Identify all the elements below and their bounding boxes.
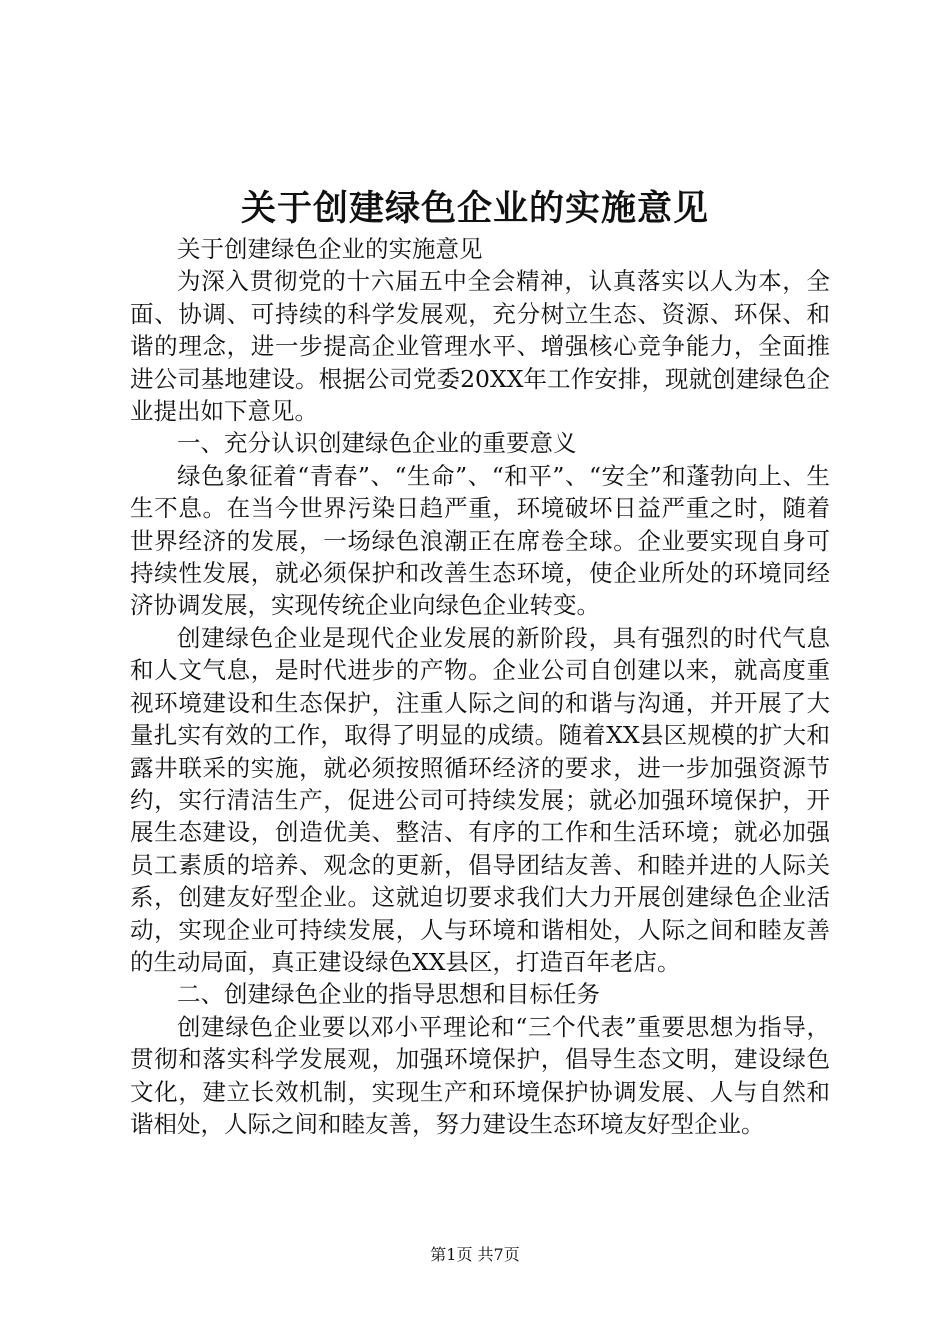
paragraph-green-meaning: 绿色象征着“青春”、“生命”、“和平”、“安全”和蓬勃向上、生生不息。在当今世界污染日趋严重，环境破坏日益严重之时，随着世界经济的发展，一场绿色浪潮正在席卷全球。企业要实现自身可持续性发展，就必须保护和改善生态环境，使企业所处的环境同经济协调发展，实现传统企业向绿色企业转变。 bbox=[130, 461, 830, 620]
page-number-footer: 第1页 共7页 bbox=[430, 1245, 520, 1264]
paragraph-guiding-ideology: 创建绿色企业要以邓小平理论和“三个代表”重要思想为指导，贯彻和落实科学发展观，加强环境保护，倡导生态文明，建设绿色文化，建立长效机制，实现生产和环境保护协调发展、人与自然和谐相处，人际之间和睦友善，努力建设生态环境友好型企业。 bbox=[130, 1012, 830, 1138]
section-heading-1: 一、充分认识创建绿色企业的重要意义 bbox=[177, 429, 577, 458]
paragraph-subtitle: 关于创建绿色企业的实施意见 bbox=[177, 235, 483, 263]
paragraph-intro: 为深入贯彻党的十六届五中全会精神，认真落实以人为本，全面、协调、可持续的科学发展观，充分树立生态、资源、环保、和谐的理念，进一步提高企业管理水平、增强核心竞争能力，全面推进公司基地建设。根据公司党委20XX年工作安排，现就创建绿色企业提出如下意见。 bbox=[130, 267, 830, 426]
document-title: 关于创建绿色企业的实施意见 bbox=[240, 188, 709, 229]
paragraph-green-enterprise: 创建绿色企业是现代企业发展的新阶段，具有强烈的时代气息和人文气息，是时代进步的产物。企业公司自创建以来，就高度重视环境建设和生态保护，注重人际之间的和谐与沟通，并开展了大量扎实有效的工作，取得了明显的成绩。随着XX县区规模的扩大和露井联采的实施，就必须按照循环经济的要求，进一步加强资源节约，实行清洁生产，促进公司可持续发展；就必加强环境保护，开展生态建设，创造优美、整洁、有序的工作和生活环境；就必加强员工素质的培养、观念的更新，倡导团结友善、和睦并进的人际关系，创建友好型企业。这就迫切要求我们大力开展创建绿色企业活动，实现企业可持续发展，人与环境和谐相处，人际之间和睦友善的生动局面，真正建设绿色XX县区，打造百年老店。 bbox=[130, 623, 830, 976]
section-heading-2: 二、创建绿色企业的指导思想和目标任务 bbox=[177, 980, 600, 1009]
document-body bbox=[130, 233, 830, 1140]
